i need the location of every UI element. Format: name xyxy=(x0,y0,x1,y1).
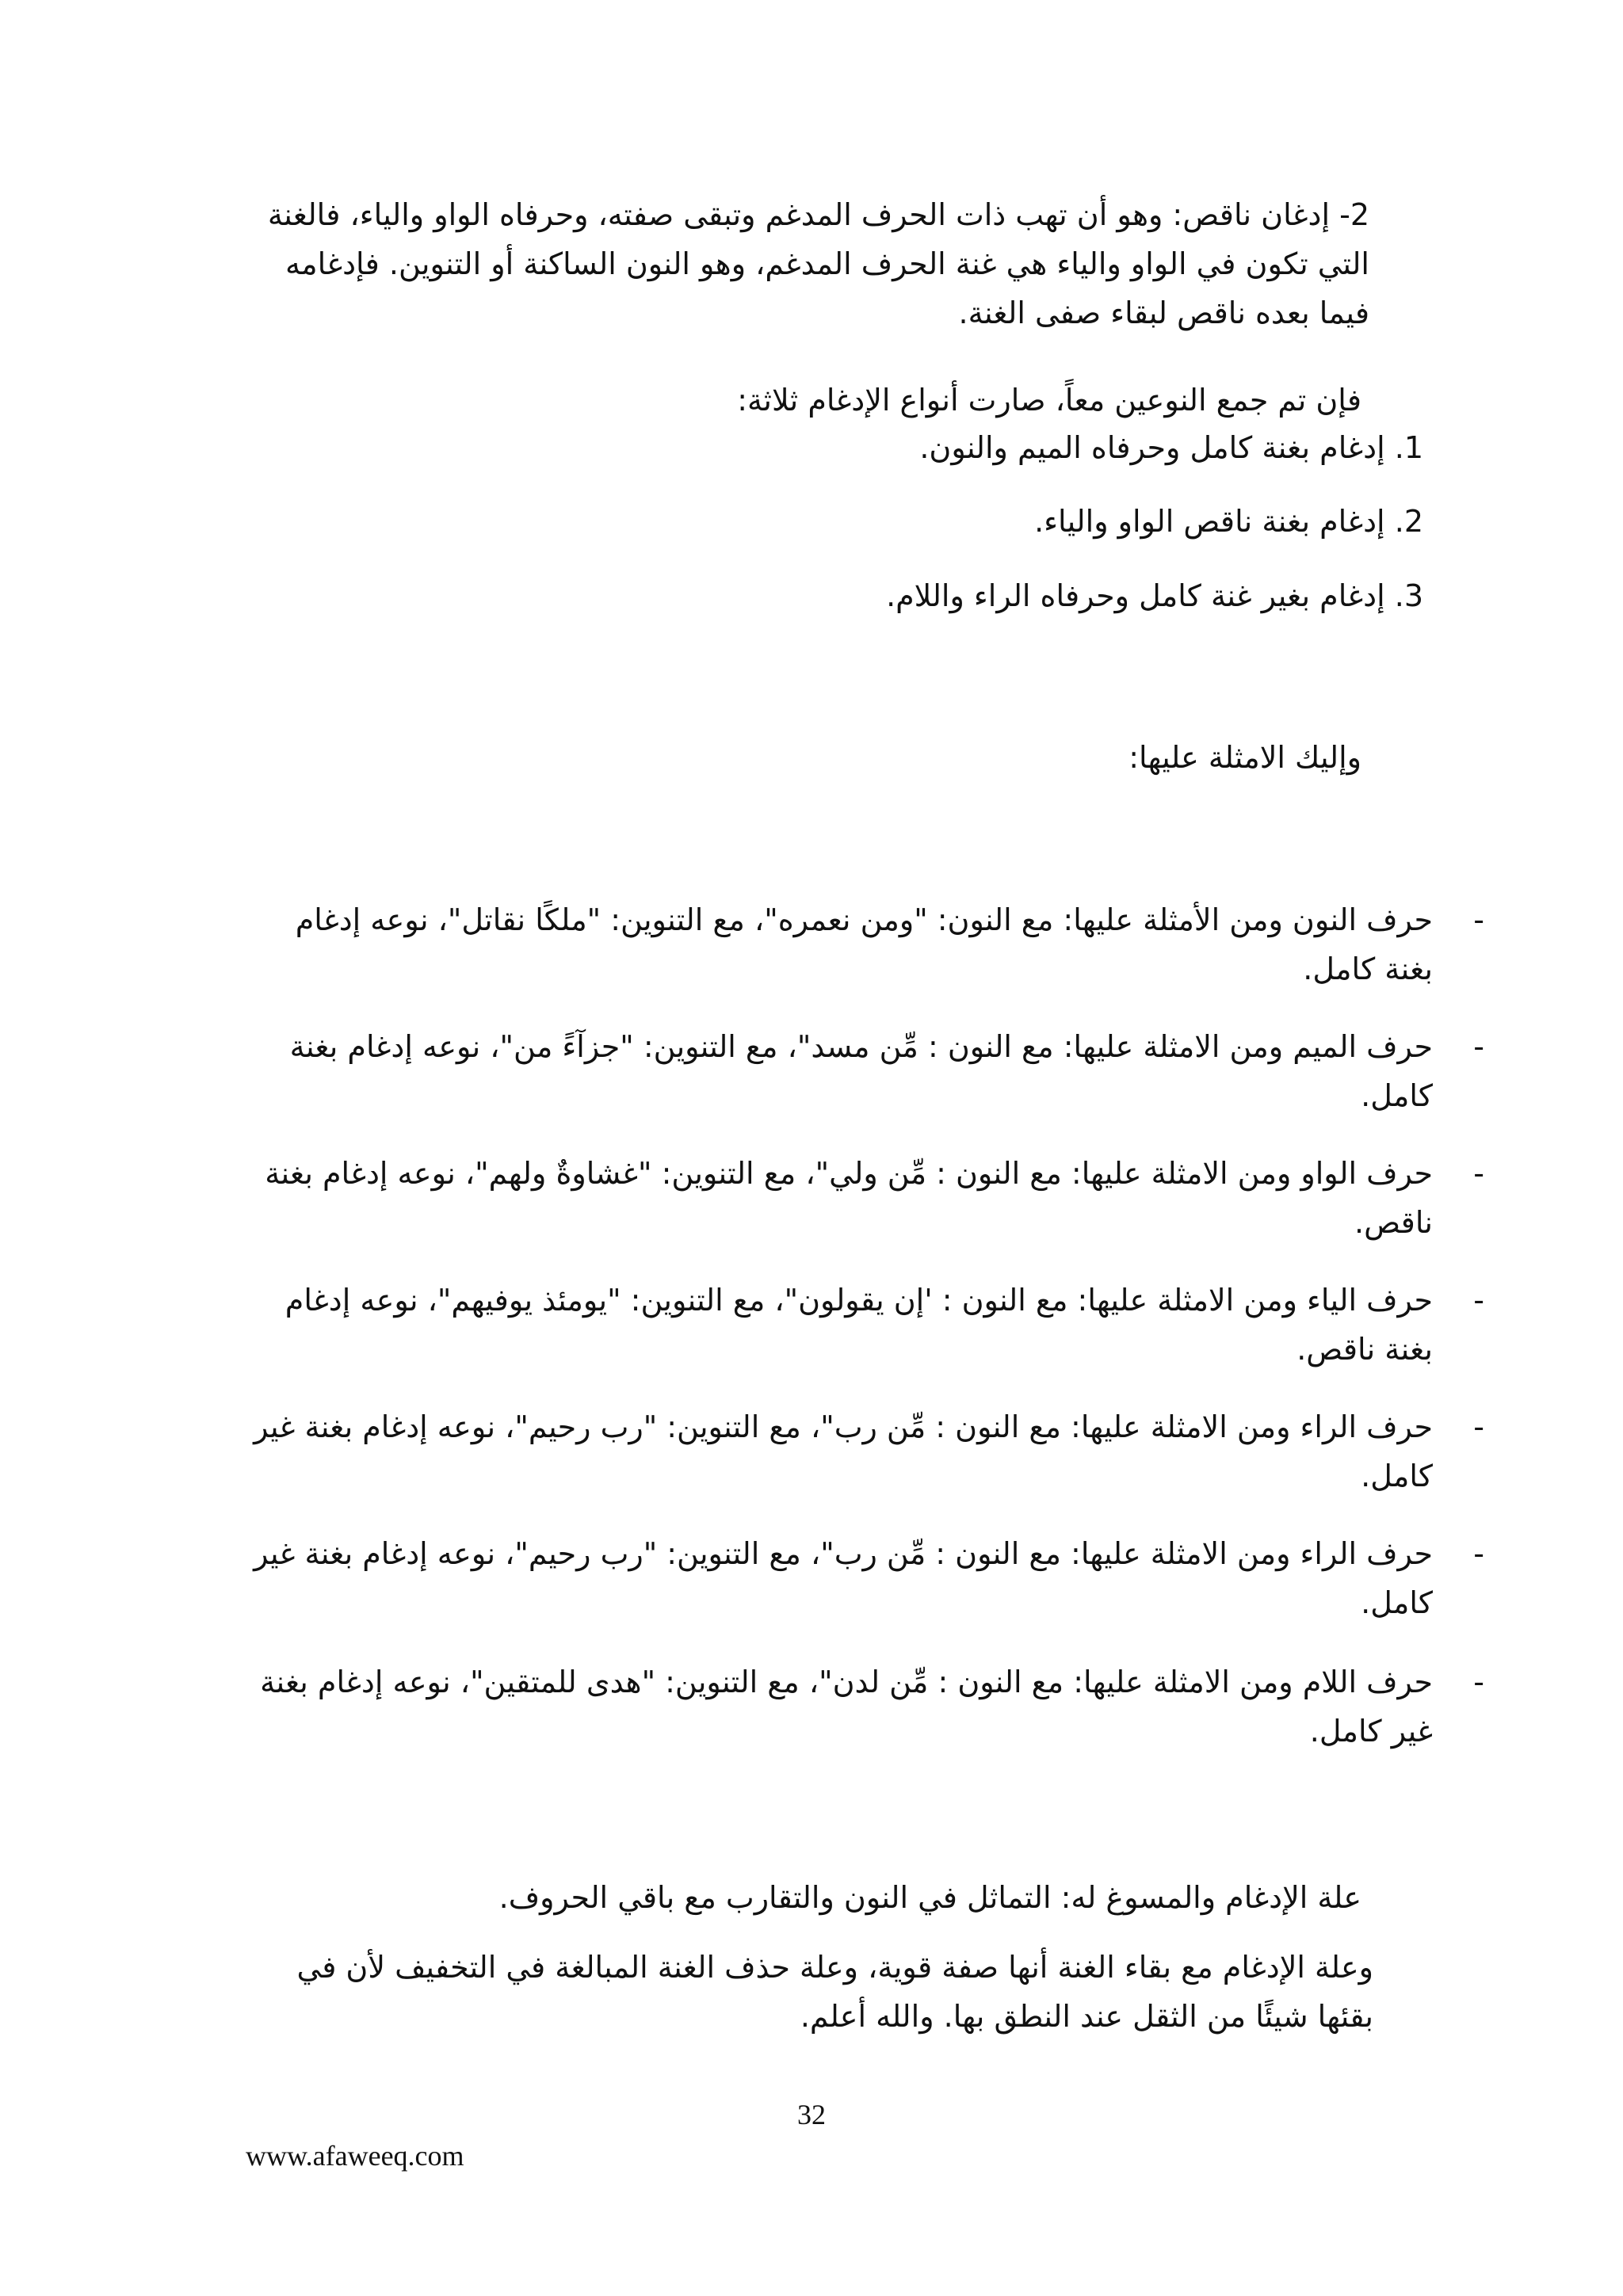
reason-paragraph: علة الإدغام والمسوغ له: التماثل في النون والتقارب مع باقي الحروف. xyxy=(498,1880,1361,1915)
intro-paragraph: 2- إدغان ناقص: وهو أن تهب ذات الحرف المدغم وتبقى صفته، وحرفاه الواو والياء، فالغنة التي تكون في الواو والياء هي غنة الحرف المدغم، وهو النون الساكنة أو التنوين. فإدغامه فيما بعده ناقص لبقاء صفى الغنة. xyxy=(267,197,1369,330)
list-text: إدغام بغنة كامل وحرفاه الميم والنون. xyxy=(919,430,1385,465)
example-item: حرف الواو ومن الامثلة عليها: مع النون : مِّن ولي"، مع التنوين: "غشاوةٌ ولهم"، نوعه إدغام بغنة ناقص. xyxy=(265,1156,1433,1240)
bullet-dash: - xyxy=(1473,1665,1484,1699)
bullet-dash: - xyxy=(1473,1409,1484,1444)
list-text: إدغام بغنة ناقص الواو والياء. xyxy=(1034,504,1385,539)
example-item: حرف الراء ومن الامثلة عليها: مع النون : مِّن رب"، مع التنوين: "رب رحيم"، نوعه إدغام بغنة غير كامل. xyxy=(254,1409,1433,1493)
reason-detail-paragraph: وعلة الإدغام مع بقاء الغنة أنها صفة قوية، وعلة حذف الغنة المبالغة في التخفيف لأن في بقئها شيئًا من الثقل عند النطق بها. والله أعلم. xyxy=(296,1950,1373,2034)
list-number: 2. xyxy=(1394,504,1423,539)
bullet-dash: - xyxy=(1473,1029,1484,1064)
bullet-dash: - xyxy=(1473,1156,1484,1191)
example-item: حرف الميم ومن الامثلة عليها: مع النون : مِّن مسد"، مع التنوين: "جزآءً من"، نوعه إدغام بغنة كامل. xyxy=(289,1029,1433,1113)
list-text: إدغام بغير غنة كامل وحرفاه الراء واللام. xyxy=(886,578,1385,613)
types-list-item xyxy=(314,423,1423,472)
website-footer: www.afaweeq.com xyxy=(246,2140,464,2172)
list-number: 1. xyxy=(1394,430,1423,465)
example-item: حرف الياء ومن الامثلة عليها: مع النون : 'إن يقولون"، مع التنوين: "يومئذ يوفيهم"، نوعه إدغام بغنة ناقص. xyxy=(285,1283,1433,1367)
bullet-dash: - xyxy=(1473,1536,1484,1571)
bullet-dash: - xyxy=(1473,902,1484,937)
types-heading: فإن تم جمع النوعين معاً، صارت أنواع الإدغام ثلاثة: xyxy=(737,383,1361,418)
example-item: حرف الراء ومن الامثلة عليها: مع النون : مِّن رب"، مع التنوين: "رب رحيم"، نوعه إدغام بغنة غير كامل. xyxy=(254,1536,1433,1620)
examples-heading: وإليك الامثلة عليها: xyxy=(1128,740,1361,775)
types-list-item xyxy=(314,571,1423,620)
example-item: حرف اللام ومن الامثلة عليها: مع النون : مِّن لدن"، مع التنوين: "هدى للمتقين"، نوعه إدغام بغنة غير كامل. xyxy=(260,1665,1433,1749)
bullet-dash: - xyxy=(1473,1283,1484,1318)
list-number: 3. xyxy=(1394,578,1423,613)
page-number: 32 xyxy=(797,2099,826,2130)
example-item: حرف النون ومن الأمثلة عليها: مع النون: "ومن نعمره"، مع التنوين: "ملكًا نقاتل"، نوعه إدغام بغنة كامل. xyxy=(295,902,1433,986)
types-list-item xyxy=(314,497,1423,546)
